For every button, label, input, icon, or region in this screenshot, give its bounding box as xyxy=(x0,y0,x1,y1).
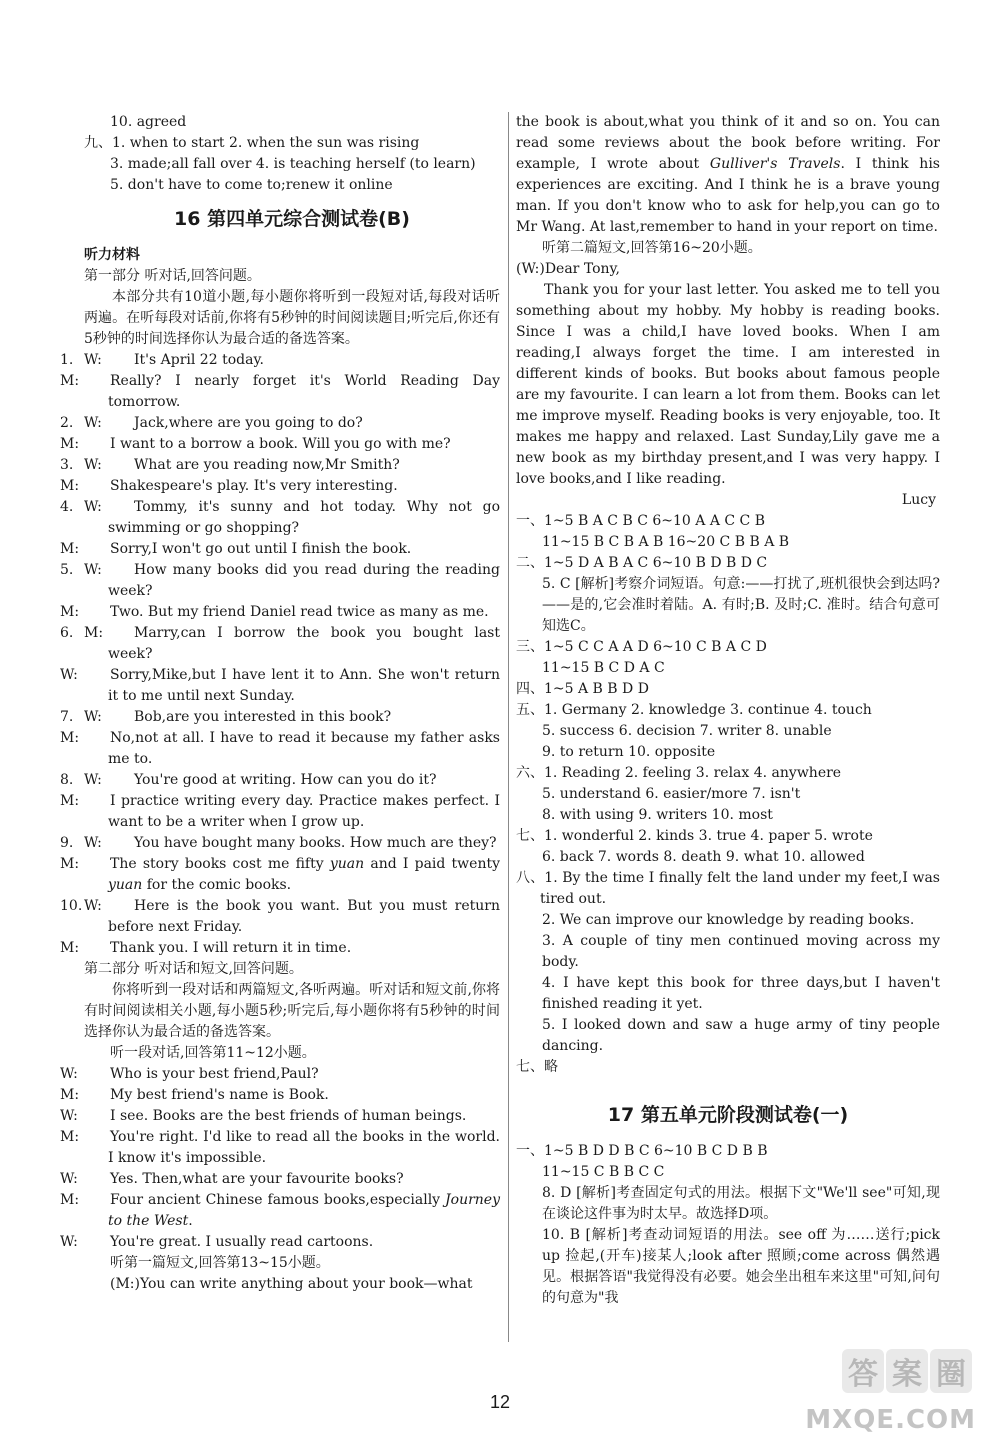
answer-line: 9. to return 10. opposite xyxy=(542,744,716,760)
answer-line: 5. success 6. decision 7. writer 8. unable xyxy=(542,723,832,739)
answer-line: 三、1~5 C C A A D 6~10 C B A C D xyxy=(516,639,767,655)
dialog-line: W: You're great. I usually read cartoons. xyxy=(60,1234,374,1250)
answer-line: 6. back 7. words 8. death 9. what 10. allowed xyxy=(542,849,865,865)
column-divider xyxy=(508,112,509,1342)
answer-line: 二、1~5 D A B A C 6~10 B D B D C xyxy=(516,555,768,571)
question-2-reply: M: I want to a borrow a book. Will you go with me? xyxy=(60,436,451,452)
question-3-reply: M: Shakespeare's play. It's very interesting. xyxy=(60,478,398,494)
question-4: 4. W: Tommy, it's sunny and hot today. Why not go swimming or go shopping? xyxy=(60,499,500,536)
passage2-heading: 听第二篇短文,回答第16~20小题。 xyxy=(542,240,762,256)
answer-line: 一、1~5 B D D B C 6~10 B C D B B xyxy=(516,1143,768,1159)
passage1-continued: the book is about,what you think of it and so on. You can read some reviews about the book before writing. For example, I wrote about Gulliver's Travels. I think his experiences are exciting. And I think he is a brave young man. If you don't know who to ask for help,you can go to Mr Wang. At last,remember to hand in your report on time. xyxy=(516,114,940,235)
answer-line: 七、略 xyxy=(516,1059,558,1075)
question-8-reply: M: I practice writing every day. Practice makes perfect. I want to be a writer when I grow up. xyxy=(60,793,500,830)
answer-note: 8. D [解析]考查固定句式的用法。根据下文"We'll see"可知,现在谈论这件事为时太早。故选择D项。 xyxy=(542,1185,940,1222)
answer-line: 11~15 B C D A C xyxy=(542,660,665,676)
question-3: 3. W: What are you reading now,Mr Smith? xyxy=(60,457,400,473)
passage2-greeting: (W:)Dear Tony, xyxy=(516,261,621,277)
question-9: 9. W: You have bought many books. How much are they? xyxy=(60,835,497,851)
dialog-line: W: Who is your best friend,Paul? xyxy=(60,1066,319,1082)
answer-line: 八、1. By the time I finally felt the land under my feet,I was tired out. xyxy=(516,870,940,907)
answer-line: 11~15 B C B A B 16~20 C B B A B xyxy=(542,534,790,550)
question-7-reply: M: No,not at all. I have to read it because my father asks me to. xyxy=(60,730,500,767)
dialog-line: W: I see. Books are the best friends of human beings. xyxy=(60,1108,467,1124)
answer-line: 六、1. Reading 2. feeling 3. relax 4. anywhere xyxy=(516,765,842,781)
section-17-title: 17 第五单元阶段测试卷(一) xyxy=(607,1104,849,1126)
passage1-start: (M:)You can write anything about your book—what xyxy=(110,1276,473,1292)
watermark-logo xyxy=(805,1349,976,1435)
question-9-reply: M: The story books cost me fifty yuan and I paid twenty yuan for the comic books. xyxy=(60,856,500,893)
dialog-heading: 听一段对话,回答第11~12小题。 xyxy=(110,1045,316,1061)
watermark-url: MXQE.COM xyxy=(805,1405,976,1435)
listening-label: 听力材料 xyxy=(84,247,140,263)
answer-line: 11~15 C B B C C xyxy=(542,1164,665,1180)
answer-line: 5. I looked down and saw a huge army of tiny people dancing. xyxy=(542,1017,940,1054)
passage2-signature: Lucy xyxy=(901,492,936,508)
answer-line: 10. agreed xyxy=(110,114,187,130)
question-10-reply: M: Thank you. I will return it in time. xyxy=(60,940,352,956)
section-16-title: 16 第四单元综合测试卷(B) xyxy=(174,208,410,230)
answer-line: 5. understand 6. easier/more 7. isn't xyxy=(542,786,801,802)
passage1-heading: 听第一篇短文,回答第13~15小题。 xyxy=(110,1255,330,1271)
question-10: 10. W: Here is the book you want. But you must return before next Friday. xyxy=(60,898,500,935)
answer-line: 2. We can improve our knowledge by reading books. xyxy=(542,912,915,928)
answer-line: 九、1. when to start 2. when the sun was rising xyxy=(84,135,420,151)
watermark-char: 答 xyxy=(842,1349,884,1393)
part2-intro: 你将听到一段对话和两篇短文,各听两遍。听对话和短文前,你将有时间阅读相关小题,每小题5秒;听完后,每小题你将有5秒钟的时间选择你认为最合适的备选答案。 xyxy=(84,982,500,1040)
answer-line: 五、1. Germany 2. knowledge 3. continue 4. touch xyxy=(516,702,872,718)
part1-heading: 第一部分 听对话,回答问题。 xyxy=(84,268,261,284)
question-7: 7. W: Bob,are you interested in this book? xyxy=(60,709,392,725)
answer-line: 8. with using 9. writers 10. most xyxy=(542,807,773,823)
left-column xyxy=(60,112,500,1295)
answer-line: 3. made;all fall over 4. is teaching herself (to learn) xyxy=(110,156,476,172)
answer-note: 10. B [解析]考查动词短语的用法。see off 为……送行;pick up 捡起,(开车)接某人;look after 照顾;come across 偶然遇见。根据答语"我觉得没有必要。她会坐出租车来这里"可知,问句的句意为"我 xyxy=(542,1227,940,1306)
right-column xyxy=(516,112,940,1309)
answer-line: 4. I have kept this book for three days,but I haven't finished reading it yet. xyxy=(542,975,940,1012)
question-1-reply: M: Really? I nearly forget it's World Reading Day tomorrow. xyxy=(60,373,500,410)
answer-note: 5. C [解析]考察介词短语。句意:——打扰了,班机很快会到达吗?——是的,它会准时着陆。A. 有时;B. 及时;C. 准时。结合句意可知选C。 xyxy=(542,576,940,634)
dialog-line: M: My best friend's name is Book. xyxy=(60,1087,329,1103)
answer-line: 四、1~5 A B B D D xyxy=(516,681,649,697)
part2-heading: 第二部分 听对话和短文,回答问题。 xyxy=(84,961,303,977)
question-6-reply: W: Sorry,Mike,but I have lent it to Ann. She won't return it to me until next Sunday. xyxy=(60,667,500,704)
answer-line: 一、1~5 B A C B C 6~10 A A C C B xyxy=(516,513,765,529)
question-5: 5. W: How many books did you read during the reading week? xyxy=(60,562,500,599)
watermark-char: 圈 xyxy=(930,1349,972,1393)
question-8: 8. W: You're good at writing. How can you do it? xyxy=(60,772,437,788)
dialog-line: M: You're right. I'd like to read all the books in the world. I know it's impossible. xyxy=(60,1129,500,1166)
dialog-line: M: Four ancient Chinese famous books,especially Journey to the West. xyxy=(60,1192,500,1229)
answer-line: 七、1. wonderful 2. kinds 3. true 4. paper 5. wrote xyxy=(516,828,873,844)
passage2-body: Thank you for your last letter. You asked me to tell you something about my hobby. My hobby is reading books. Since I was a child,I have loved books. When I am reading,I always forget the time. I am interested in different kinds of books. But books about famous people are my favourite. I can learn a lot from them. Books can let me improve myself. Reading books is very enjoyable, too. It makes me happy and relaxed. Last Sunday,Lily gave me a new book as my birthday present,and I was very happy. I love books,and I like reading. xyxy=(516,282,940,487)
question-6: 6. M: Marry,can I borrow the book you bought last week? xyxy=(60,625,500,662)
dialog-line: W: Yes. Then,what are your favourite books? xyxy=(60,1171,404,1187)
question-5-reply: M: Two. But my friend Daniel read twice as many as me. xyxy=(60,604,489,620)
question-4-reply: M: Sorry,I won't go out until I finish the book. xyxy=(60,541,412,557)
watermark-char: 案 xyxy=(886,1349,928,1393)
answer-line: 5. don't have to come to;renew it online xyxy=(110,177,393,193)
question-2: 2. W: Jack,where are you going to do? xyxy=(60,415,363,431)
answer-line: 3. A couple of tiny men continued moving across my body. xyxy=(542,933,940,970)
part1-intro: 本部分共有10道小题,每小题你将听到一段短对话,每段对话听两遍。在听每段对话前,你将有5秒钟的时间阅读题目;听完后,你还有5秒钟的时间选择你认为最合适的备选答案。 xyxy=(84,289,500,347)
question-1: 1. W: It's April 22 today. xyxy=(60,352,264,368)
page-number: 12 xyxy=(489,1392,511,1412)
